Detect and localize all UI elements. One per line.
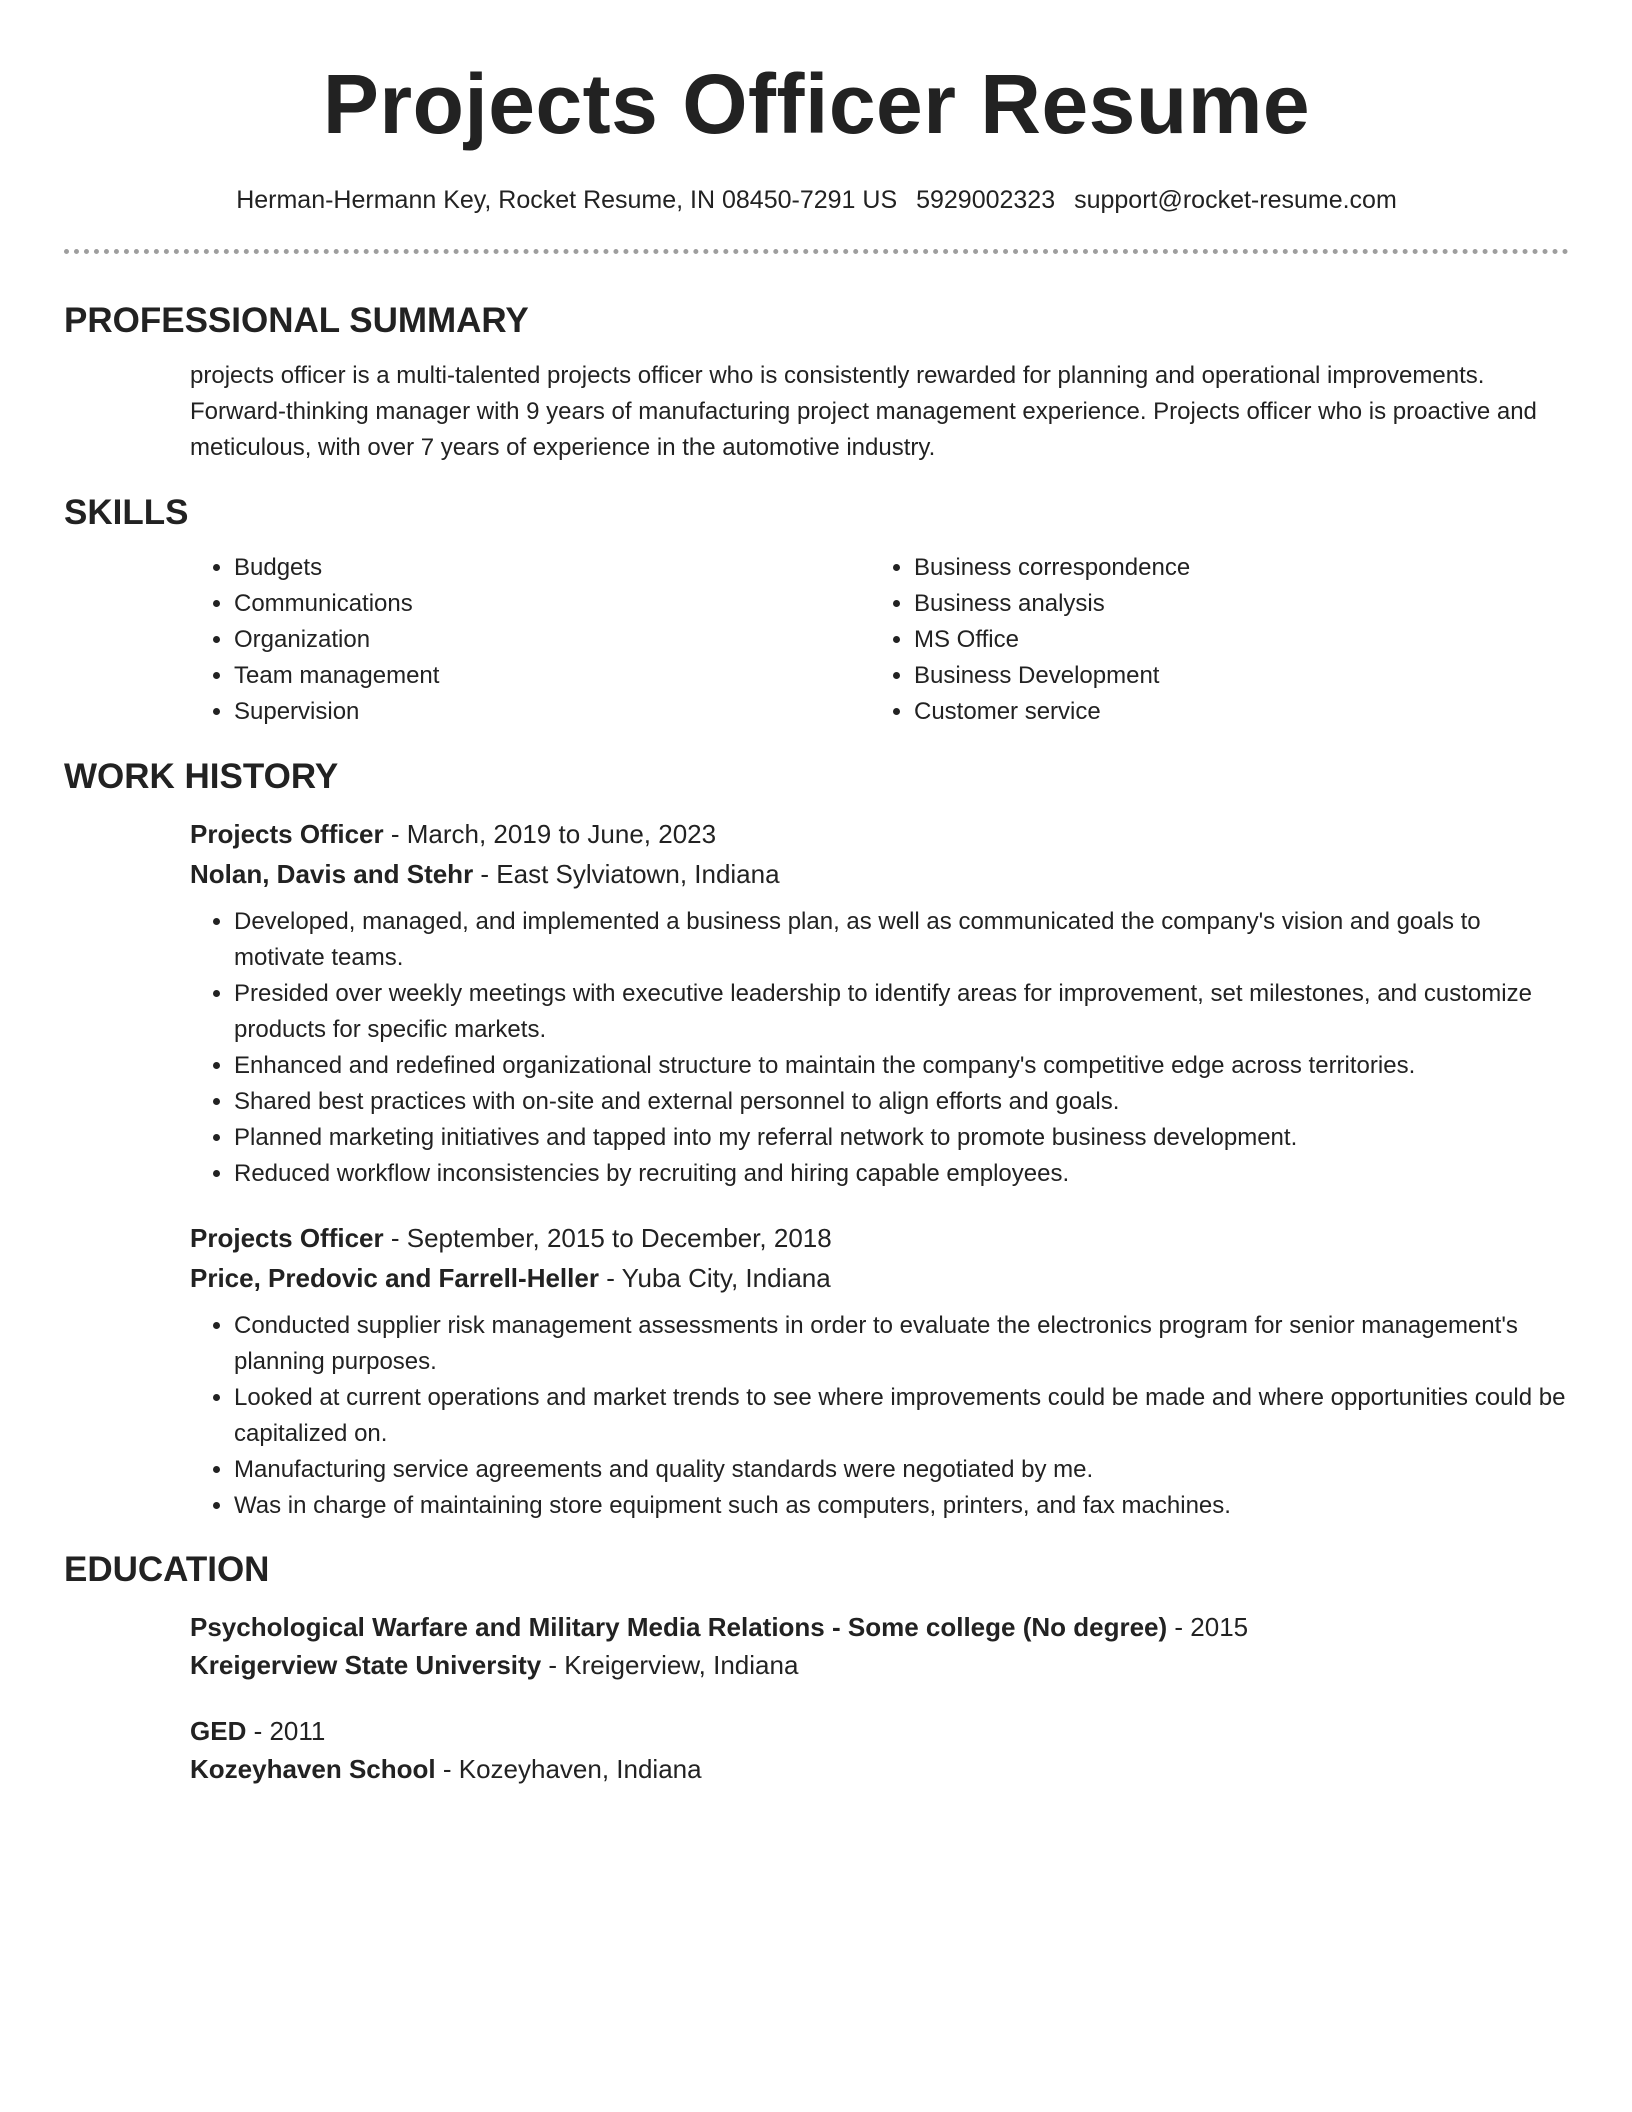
education-year: - 2011 [246, 1716, 326, 1746]
job-entry [190, 814, 1569, 1192]
job-location: - Yuba City, Indiana [598, 1263, 831, 1293]
job-bullet: • Shared best practices with on-site and external personnel to align efforts and goals. [234, 1084, 1569, 1120]
education-degree-line [190, 1608, 1569, 1646]
job-title-line [190, 814, 1569, 854]
skill-item: • Customer service [914, 694, 1550, 730]
skill-item: • Communications [234, 586, 870, 622]
job-bullet: • Conducted supplier risk management assessments in order to evaluate the electronics program for senior management's planning purposes. [234, 1308, 1569, 1380]
education-school-line [190, 1646, 1569, 1684]
skill-item: • Business correspondence [914, 550, 1550, 586]
job-title: Projects Officer [190, 1223, 384, 1253]
job-entry [190, 1218, 1569, 1524]
job-bullets [190, 904, 1569, 1192]
job-location: - East Sylviatown, Indiana [473, 859, 780, 889]
education-entry [190, 1608, 1569, 1684]
education-degree: GED [190, 1716, 247, 1746]
skill-item: • Organization [234, 622, 870, 658]
work-history-heading: WORK HISTORY [64, 757, 339, 796]
education-location: - Kozeyhaven, Indiana [435, 1754, 702, 1784]
skill-item: • Supervision [234, 694, 870, 730]
resume-page [64, 0, 1569, 1788]
contact-address: Herman-Hermann Key, Rocket Resume, IN 08450-7291 US [236, 186, 898, 214]
skills-column-left [190, 550, 870, 730]
skill-item: • Business Development [914, 658, 1550, 694]
job-bullet: • Presided over weekly meetings with executive leadership to identify areas for improvement, set milestones, and customize products for specific markets. [234, 976, 1569, 1048]
contact-line [64, 184, 1569, 216]
education-school-line [190, 1750, 1569, 1788]
job-title-line [190, 1218, 1569, 1258]
skill-item: • Team management [234, 658, 870, 694]
education-school: Kozeyhaven School [190, 1754, 436, 1784]
job-bullets [190, 1308, 1569, 1524]
job-company-line [190, 1258, 1569, 1298]
skill-item: • MS Office [914, 622, 1550, 658]
education-heading: EDUCATION [64, 1550, 270, 1589]
job-bullet: • Developed, managed, and implemented a business plan, as well as communicated the company's vision and goals to motivate teams. [234, 904, 1569, 976]
contact-email: support@rocket-resume.com [1074, 186, 1397, 214]
job-company-line [190, 854, 1569, 894]
education-location: - Kreigerview, Indiana [541, 1650, 799, 1680]
job-company: Price, Predovic and Farrell-Heller [190, 1263, 599, 1293]
skill-item: • Business analysis [914, 586, 1550, 622]
contact-phone: 5929002323 [916, 186, 1056, 214]
skills-list [190, 550, 1569, 730]
education-degree-line [190, 1712, 1569, 1750]
education-degree: Psychological Warfare and Military Media Relations - Some college (No degree) [190, 1612, 1168, 1642]
skills-column-right [870, 550, 1550, 730]
job-bullet: • Enhanced and redefined organizational structure to maintain the company's competitive edge across territories. [234, 1048, 1569, 1084]
summary-text: projects officer is a multi-talented projects officer who is consistently rewarded for planning and operational improvements. Forward-thinking manager with 9 years of manufacturing project management experience. Projects officer who is proactive and meticulous, with over 7 years of experience in the automotive industry. [190, 362, 1537, 461]
job-bullet: • Looked at current operations and market trends to see where improvements could be made and where opportunities could be capitalized on. [234, 1380, 1569, 1452]
job-bullet: • Reduced workflow inconsistencies by recruiting and hiring capable employees. [234, 1156, 1569, 1192]
skills-heading: SKILLS [64, 493, 189, 532]
education-entry [190, 1712, 1569, 1788]
summary-heading: PROFESSIONAL SUMMARY [64, 301, 529, 340]
job-dates: - March, 2019 to June, 2023 [383, 819, 717, 849]
header-divider [64, 249, 1569, 254]
education-school: Kreigerview State University [190, 1650, 542, 1680]
skill-item: • Budgets [234, 550, 870, 586]
job-bullet: • Planned marketing initiatives and tapped into my referral network to promote business development. [234, 1120, 1569, 1156]
job-company: Nolan, Davis and Stehr [190, 859, 474, 889]
education-year: - 2015 [1167, 1612, 1249, 1642]
job-title: Projects Officer [190, 819, 384, 849]
job-bullet: • Manufacturing service agreements and quality standards were negotiated by me. [234, 1452, 1569, 1488]
job-dates: - September, 2015 to December, 2018 [383, 1223, 832, 1253]
job-bullet: • Was in charge of maintaining store equipment such as computers, printers, and fax machines. [234, 1488, 1569, 1524]
resume-title: Projects Officer Resume [322, 57, 1311, 151]
